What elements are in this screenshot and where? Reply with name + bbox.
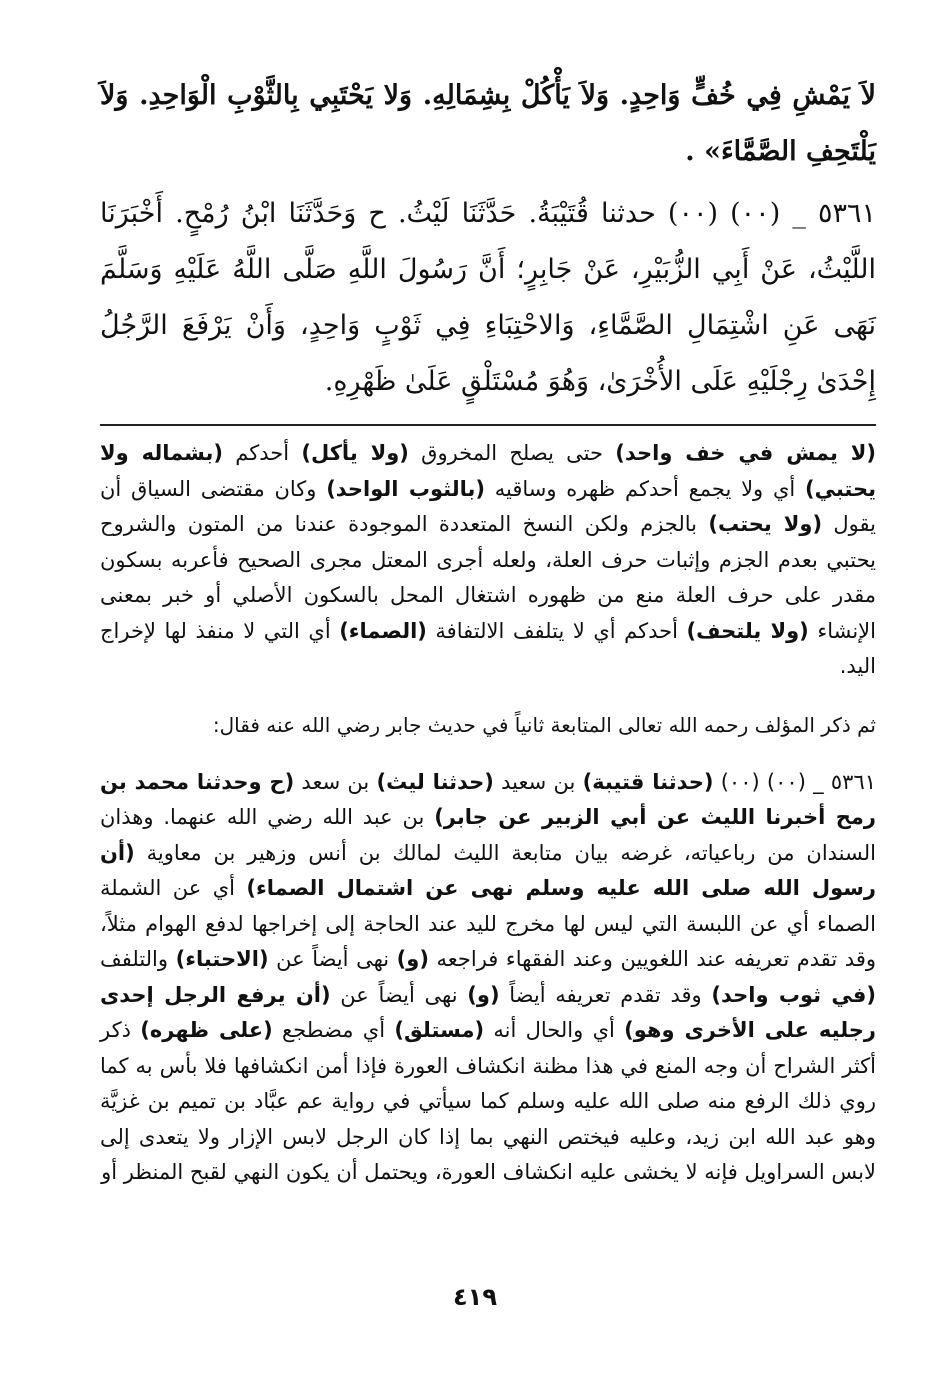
commentary-text: بن عبد الله رضي الله عنهما. وهذان السندان من رباعياته، غرضه بيان متابعة الليث لمالك بن أنس وزهير بن معاوية [100,805,876,865]
commentary-text: بالجزم ولكن النسخ المتعددة الموجودة عندنا من المتون والشروح يحتبي بعدم الجزم وإثبات حرف العلة، ولعله أجرى المعتل مجرى الصحيح فأعربه بسكون مقدر على حرف العلة منع من ظهوره اشتغال المحل بالسكون الأصلي أو خبر بمعنى الإنشاء [100,512,876,643]
hadith-text-continuation: لاَ يَمْشِ فِي خُفٍّ وَاحِدٍ. وَلاَ يَأْكُلْ بِشِمَالِهِ. وَلا يَحْتَبِي بِالثَّوْبِ الْوَاحِدِ. وَلاَ يَلْتَحِفِ الصَّمَّاءَ» . [100,80,876,167]
commentary-paragraph-1 [100,436,876,685]
commentary-text: ذكر أكثر الشراح أن وجه المنع في هذا مظنة انكشاف العورة فإذا أمن انكشافها فلا بأس به كما روي ذلك الرفع منه صلى الله عليه وسلم كما سيأتي في رواية عم عبَّاد بن تميم بن غزيَّة وهو عبد الله ابن زيد، وعليه فيختص النهي بما إذا كان الرجل لابس الإزار ولا يتعدى إلى لابس السراويل فإنه لا يخشى عليه انكشاف العورة، ويحتمل أن يكون النهي لقبح المنظر أو [100,1018,876,1184]
footnote-divider [100,424,876,426]
quoted-phrase: (ح وحدثنا محمد بن رمح أخبرنا الليث عن أبي الزبير عن جابر) [100,769,876,829]
quoted-phrase: (الصماء) [339,618,427,643]
quoted-phrase: (و) [467,982,500,1007]
commentary-text: أي ولا يجمع أحدكم ظهره وساقيه [485,476,805,501]
commentary-text: وقد تقدم تعريفه أيضاً [499,982,712,1007]
quoted-phrase: (ولا يلتحف) [686,618,809,643]
quoted-phrase: (ولا يحتب) [708,512,823,536]
quoted-phrase: (أن رسول الله صلى الله عليه وسلم نهى عن اشتمال الصماء) [100,840,876,900]
quoted-phrase: (مستلق) [394,1018,485,1042]
book-page [100,68,876,1368]
commentary-text: أي عن الشملة الصماء أي عن اللبسة التي ليس لها مخرج لليد عند الحاجة إلى إخراجها لدفع الهوام مثلاً، وقد تقدم تعريفه عند اللغويين وعند الفقهاء فراجعه [100,876,876,971]
commentary-text: أحدكم أي لا يتلفف الالتفافة [426,618,687,643]
quoted-phrase: (بالثوب الواحد) [326,476,485,501]
quoted-phrase: (في ثوب واحد) [711,982,876,1007]
commentary-text: أحدكم [223,441,302,465]
quoted-phrase: (لا يمش في خف واحد) [615,441,876,465]
quoted-phrase: (حدثنا قتيبة) [582,769,714,794]
quoted-phrase: (بشماله ولا يحتبي) [100,441,877,501]
hadith-number: ٥٣٦١ _ (٠٠) (٠٠) [713,769,877,794]
commentary-text: أي التي لا منفذ لها لإخراج اليد. [100,618,876,678]
commentary-text: والتلفف [100,947,176,971]
commentary-text: بن سعد [294,769,377,794]
quoted-phrase: (ولا يأكل) [301,441,409,465]
commentary-text: بن سعيد [493,769,583,794]
transition-line: ثم ذكر المؤلف رحمه الله تعالى المتابعة ثانياً في حديث جابر رضي الله عنه فقال: [212,712,876,737]
commentary-text: أي والحال أنه [484,1018,625,1042]
commentary-text: نهى أيضاً عن [330,982,468,1007]
commentary-paragraph-2 [100,765,876,1191]
commentary-text: حتى يصلح المخروق [408,441,616,465]
page-number: ٤١٩ [453,1283,497,1311]
commentary-text: أي مضطجع [272,1018,395,1042]
quoted-phrase: (أن يرفع الرجل إحدى رجليه على الأخرى وهو) [100,982,876,1042]
hadith-5361-text: ٥٣٦١ _ (٠٠) (٠٠) حدثنا قُتَيْبَةُ. حَدَّثَنَا لَيْثُ. ح وَحَدَّثَنَا ابْنُ رُمْحٍ. أَخْبَرَنَا اللَّيْثُ، عَنْ أَبِي الزُّبَيْرِ، عَنْ جَابِرٍ؛ أَنَّ رَسُولَ اللَّهِ صَلَّى اللَّهُ عَلَيْهِ وَسَلَّمَ نَهَى عَنِ اشْتِمَالِ الصَّمَّاءِ، وَالاحْتِبَاءِ فِي ثَوْبٍ وَاحِدٍ، وَأَنْ يَرْفَعَ الرَّجُلُ إِحْدَىٰ رِجْلَيْهِ عَلَى الأُخْرَىٰ، وَهُوَ مُسْتَلْقٍ عَلَىٰ ظَهْرِهِ. [100,198,877,397]
quoted-phrase: (الاحتباء) [175,947,269,971]
quoted-phrase: (و) [396,947,429,971]
quoted-phrase: (على ظهره) [140,1018,273,1042]
commentary-text: نهى أيضاً عن [268,947,397,971]
commentary-text: وكان مقتضى السياق أن يقول [100,476,876,536]
quoted-phrase: (حدثنا ليث) [376,769,494,794]
